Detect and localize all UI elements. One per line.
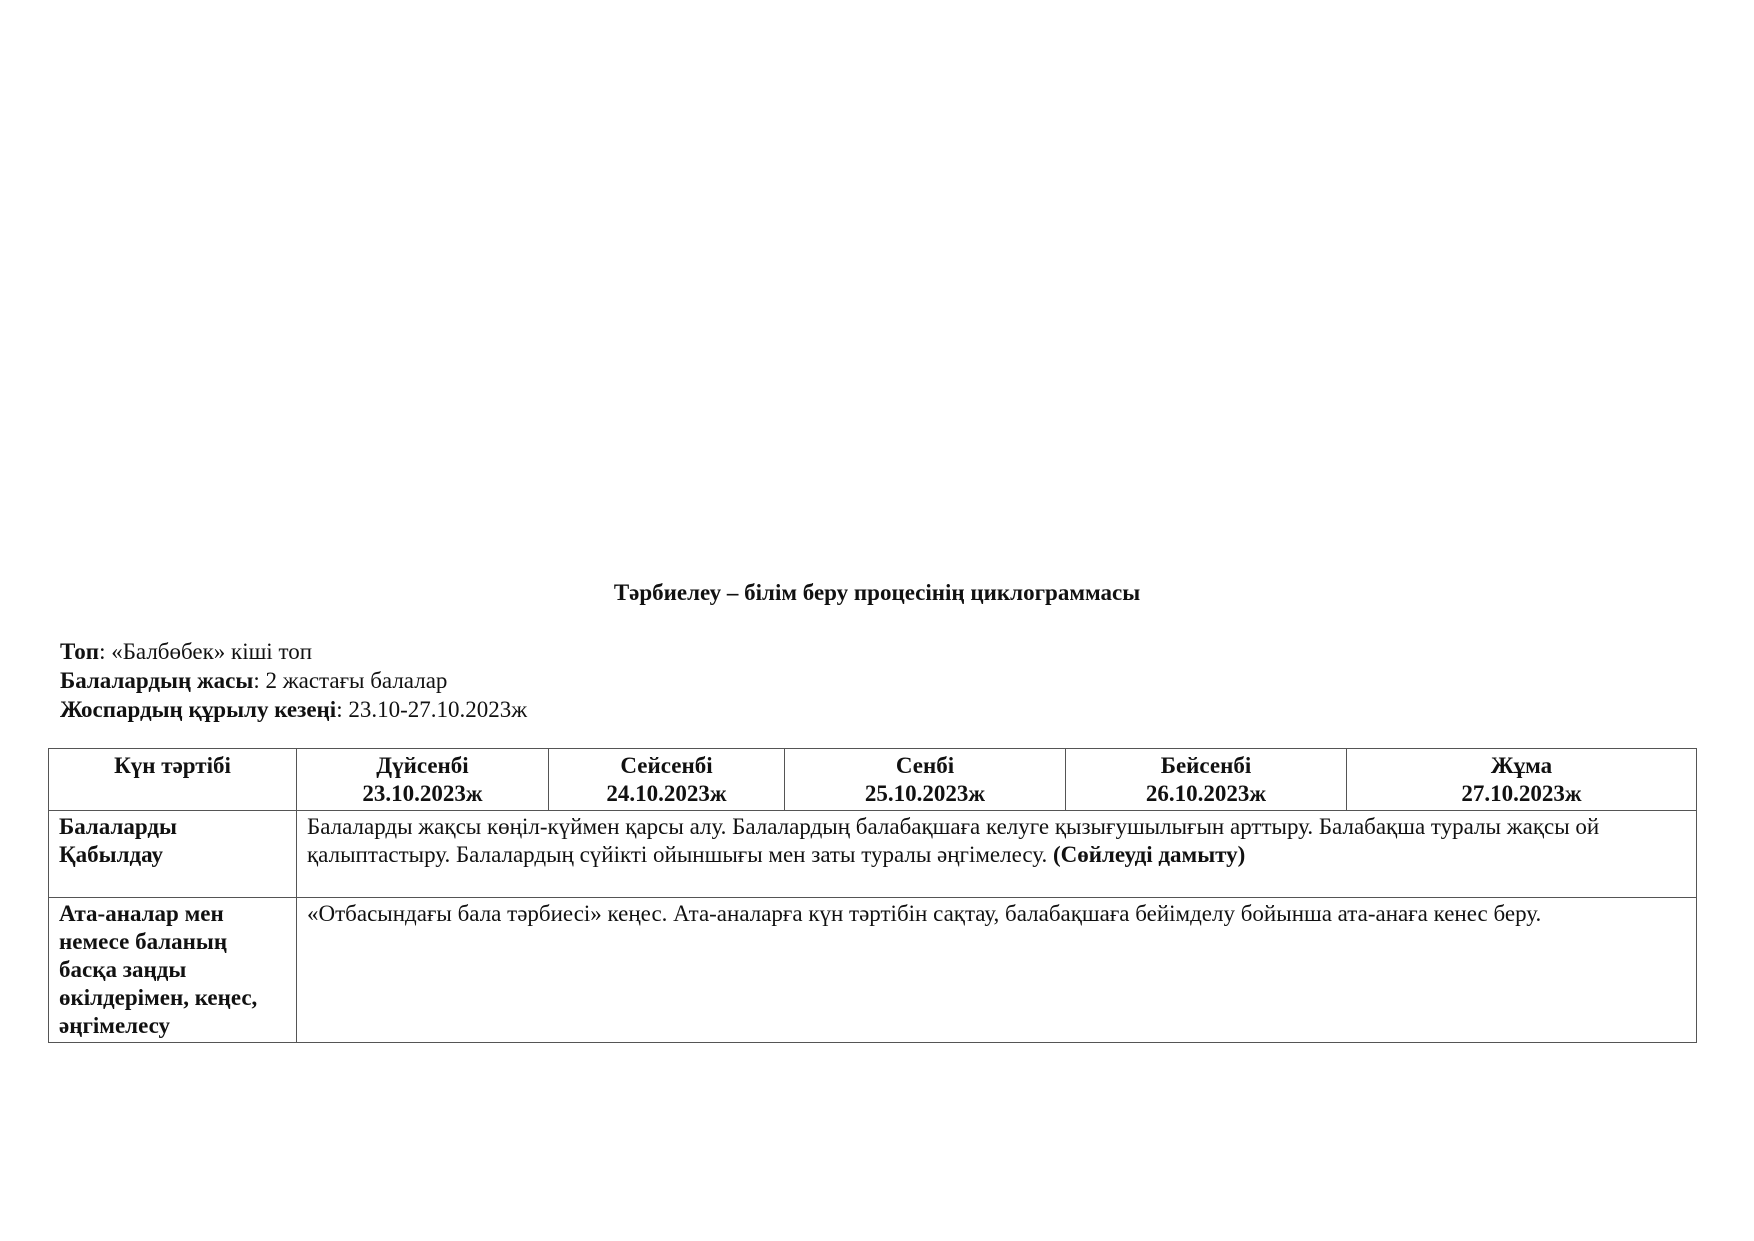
meta-group-label: Топ <box>60 639 100 664</box>
day-name: Жұма <box>1490 753 1553 778</box>
row-content-parents: «Отбасындағы бала тәрбиесі» кеңес. Ата-аналарға күн тәртібін сақтау, балабақшаға бейімделу бойынша ата-анаға кенес беру. <box>297 898 1697 1043</box>
row-label-reception: Балаларды Қабылдау <box>49 811 297 898</box>
reception-text: Балаларды жақсы көңіл-күймен қарсы алу. Балалардың балабақшаға келуге қызығушылығын арттыру. Балабақша туралы жақсы ой қалыптастыру. Балалардың сүйікті ойыншығы мен заты туралы әңгімелесу. <box>307 814 1600 867</box>
meta-age <box>60 666 527 695</box>
meta-age-label: Балалардың жасы <box>60 668 254 693</box>
meta-period <box>60 695 527 724</box>
document-meta <box>60 637 527 724</box>
row-label-parents: Ата-аналар мен немесе баланың басқа заңды өкілдерімен, кеңес, әңгімелесу <box>49 898 297 1043</box>
schedule-table <box>48 748 1697 1043</box>
meta-group <box>60 637 527 666</box>
day-name: Сенбі <box>895 753 955 778</box>
day-date: 27.10.2023ж <box>1461 781 1582 806</box>
day-date: 24.10.2023ж <box>606 781 727 806</box>
header-schedule: Күн тәртібі <box>49 749 297 811</box>
header-day-wednesday <box>785 749 1066 811</box>
meta-period-label: Жоспардың құрылу кезеңі <box>60 697 337 722</box>
day-name: Сейсенбі <box>620 753 713 778</box>
table-row <box>49 898 1697 1043</box>
header-day-tuesday <box>549 749 785 811</box>
meta-period-value: : 23.10-27.10.2023ж <box>336 697 528 722</box>
day-date: 25.10.2023ж <box>864 781 986 806</box>
table-header-row <box>49 749 1697 811</box>
header-day-friday <box>1347 749 1697 811</box>
day-date: 23.10.2023ж <box>362 781 483 806</box>
header-day-thursday <box>1066 749 1347 811</box>
day-name: Дүйсенбі <box>376 753 469 778</box>
page-title: Тәрбиелеу – білім беру процесінің циклограммасы <box>613 580 1141 605</box>
table-row <box>49 811 1697 898</box>
header-day-monday <box>297 749 549 811</box>
meta-group-value: : «Балбөбек» кіші топ <box>99 639 313 664</box>
row-content-reception <box>297 811 1697 898</box>
meta-age-value: : 2 жастағы балалар <box>253 668 448 693</box>
day-date: 26.10.2023ж <box>1145 781 1267 806</box>
day-name: Бейсенбі <box>1160 753 1252 778</box>
reception-bold-note: (Сөйлеуді дамыту) <box>1053 842 1246 867</box>
